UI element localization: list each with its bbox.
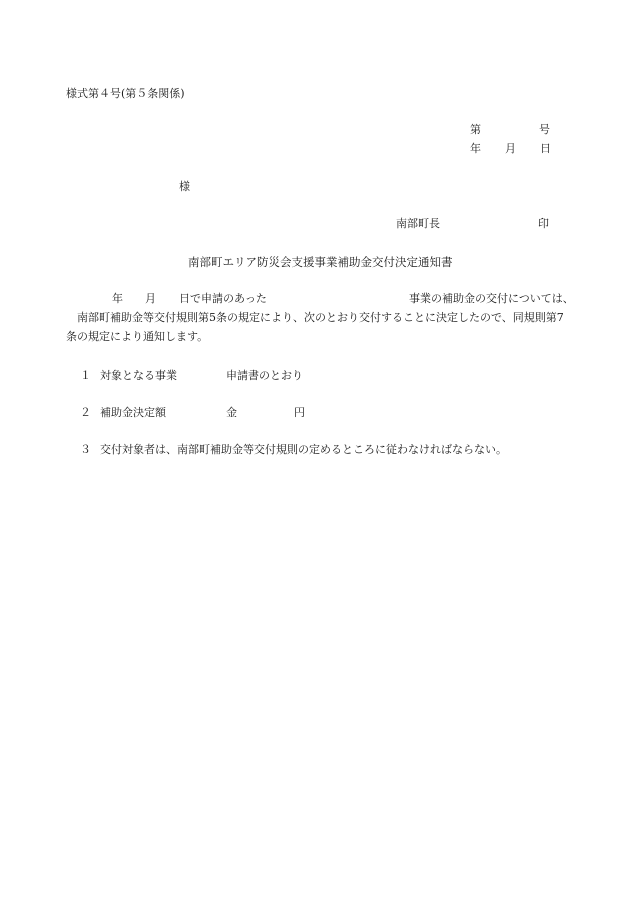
item-2-label: 補助金決定額	[100, 406, 166, 419]
item-3-num: ３	[80, 443, 91, 456]
body-line2: 南部町補助金等交付規則第5条の規定により、次のとおり交付することに決定したので、同規則第7	[77, 311, 564, 324]
addressee-suffix: 様	[179, 180, 190, 193]
item-2-unit: 円	[294, 406, 305, 419]
doc-date-day: 日	[540, 142, 551, 155]
item-2-num: ２	[80, 406, 91, 419]
doc-number-go: 号	[539, 123, 550, 136]
doc-number-dai: 第	[470, 123, 481, 136]
doc-date-year: 年	[470, 142, 481, 155]
document-title: 南部町エリア防災会支援事業補助金交付決定通知書	[188, 255, 453, 269]
item-2-value: 金	[226, 406, 237, 419]
issuer-seal: 印	[538, 217, 549, 230]
body-year: 年	[112, 292, 123, 305]
item-1-label: 対象となる事業	[100, 369, 177, 382]
form-label: 様式第４号(第５条関係)	[66, 87, 185, 100]
doc-date-month: 月	[505, 142, 516, 155]
body-line1-end: 事業の補助金の交付については、	[409, 292, 574, 305]
body-day-text: 日で申請のあった	[179, 292, 267, 305]
body-month: 月	[145, 292, 156, 305]
body-line3: 条の規定により通知します。	[66, 330, 209, 343]
item-3-label: 交付対象者は、南部町補助金等交付規則の定めるところに従わなければならない。	[100, 443, 507, 456]
item-1-value: 申請書のとおり	[226, 369, 303, 382]
item-1-num: １	[80, 369, 91, 382]
issuer-name: 南部町長	[396, 217, 440, 230]
